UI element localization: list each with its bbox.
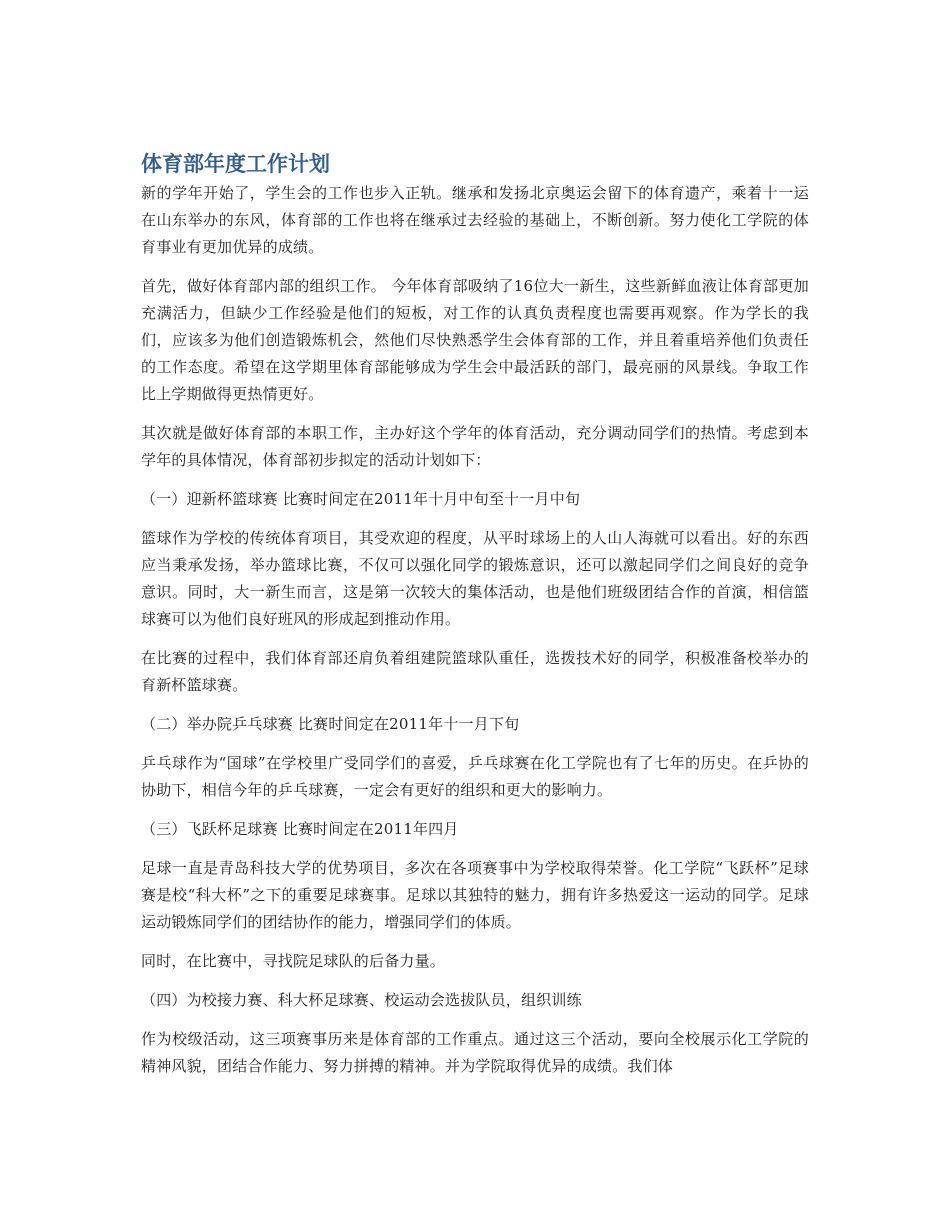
paragraph-basketball-team: 在比赛的过程中，我们体育部还肩负着组建院篮球队重任，选拨技术好的同学，积极准备校举办的育新杯篮球赛。 [141, 649, 809, 694]
paragraph-table-tennis: 乒乓球作为“国球”在学校里广受同学们的喜爱，乒乓球赛在化工学院也有了七年的历史。在乒协的协助下，相信今年的乒乓球赛，一定会有更好的组织和更大的影响力。 [141, 754, 809, 799]
paragraph-main-duties: 其次就是做好体育部的本职工作，主办好这个学年的体育活动，充分调动同学们的热情。考虑到本学年的具体情况，体育部初步拟定的活动计划如下： [141, 424, 809, 469]
document-title: 体育部年度工作计划 [141, 152, 330, 176]
paragraph-selection: 作为校级活动，这三项赛事历来是体育部的工作重点。通过这三个活动，要向全校展示化工学院的精神风貌，团结合作能力、努力拼搏的精神。并为学院取得优异的成绩。我们体 [141, 1030, 809, 1075]
section-heading-table-tennis: （二）举办院乒乓球赛 比赛时间定在2011年十一月下旬 [141, 715, 520, 733]
paragraph-football-reserve: 同时，在比赛中，寻找院足球队的后备力量。 [141, 952, 446, 970]
section-heading-football: （三）飞跃杯足球赛 比赛时间定在2011年四月 [141, 820, 459, 838]
section-heading-selection: （四）为校接力赛、科大杯足球赛、校运动会选拔队员，组织训练 [141, 991, 582, 1009]
section-heading-basketball: （一）迎新杯篮球赛 比赛时间定在2011年十月中旬至十一月中旬 [141, 490, 581, 508]
paragraph-football: 足球一直是青岛科技大学的优势项目，多次在各项赛事中为学校取得荣誉。化工学院“飞跃杯”足球赛是校“科大杯”之下的重要足球赛事。足球以其独特的魅力，拥有许多热爱这一运动的同学。足球运动锻炼同学们的团结协作的能力，增强同学们的体质。 [141, 859, 809, 931]
document-page [141, 150, 809, 1092]
paragraph-internal-organization: 首先，做好体育部内部的组织工作。 今年体育部吸纳了16位大一新生，这些新鲜血液让体育部更加充满活力，但缺少工作经验是他们的短板，对工作的认真负责程度也需要再观察。作为学长的我们，应该多为他们创造锻炼机会，然他们尽快熟悉学生会体育部的工作，并且着重培养他们负责任的工作态度。希望在这学期里体育部能够成为学生会中最活跃的部门，最亮丽的风景线。争取工作比上学期做得更热情更好。 [141, 277, 809, 403]
paragraph-basketball: 篮球作为学校的传统体育项目，其受欢迎的程度，从平时球场上的人山人海就可以看出。好的东西应当秉承发扬，举办篮球比赛，不仅可以强化同学的锻炼意识，还可以激起同学们之间良好的竞争意识。同时，大一新生而言，这是第一次较大的集体活动，也是他们班级团结合作的首演，相信篮球赛可以为他们良好班风的形成起到推动作用。 [141, 529, 809, 628]
paragraph-intro: 新的学年开始了，学生会的工作也步入正轨。继承和发扬北京奥运会留下的体育遗产，乘着十一运在山东举办的东风，体育部的工作也将在继承过去经验的基础上，不断创新。努力使化工学院的体育事业有更加优异的成绩。 [141, 184, 809, 256]
